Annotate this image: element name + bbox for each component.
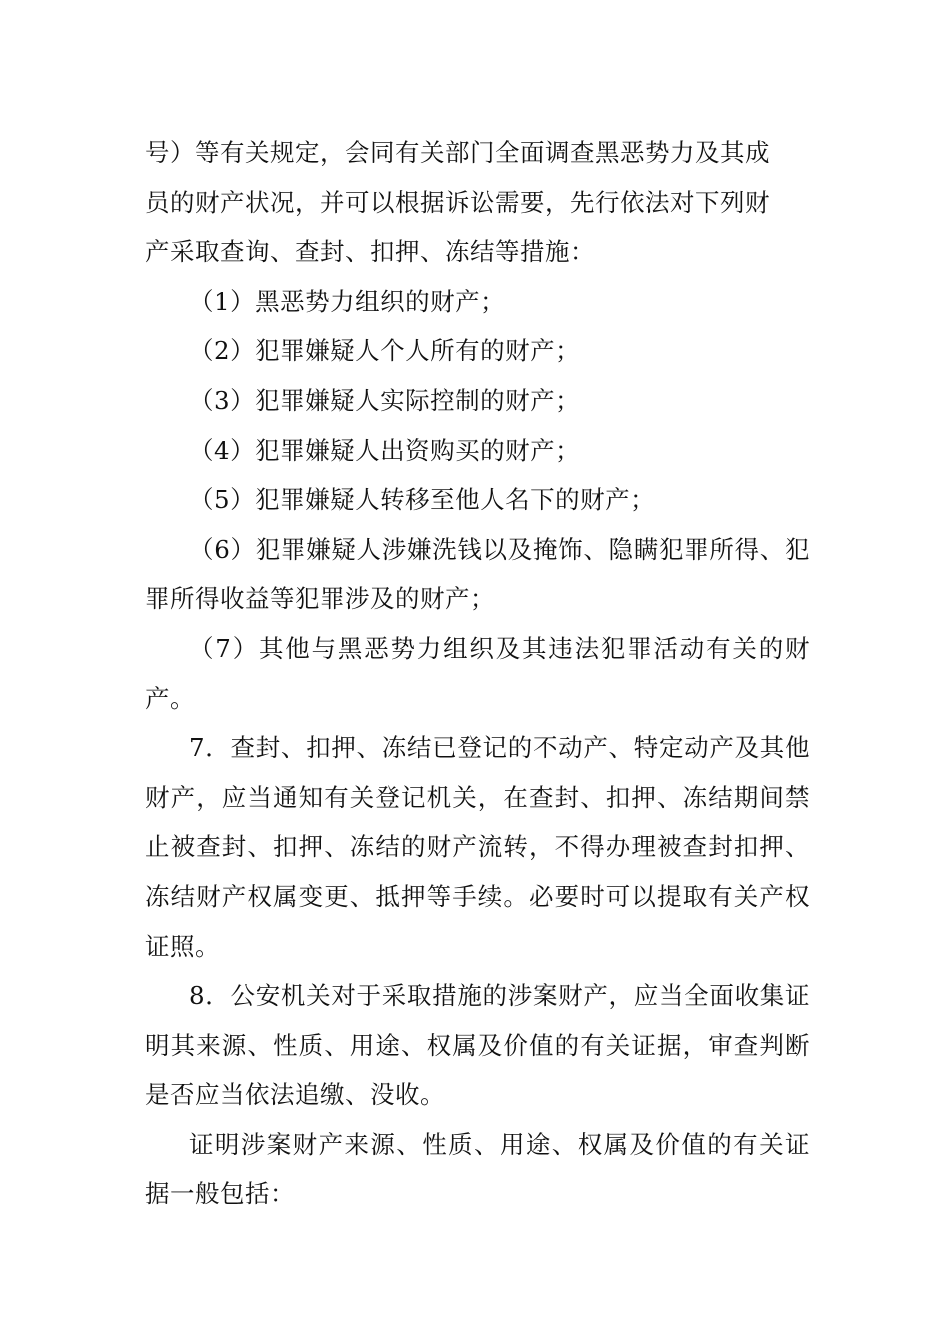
paragraph-evidence-intro: 证明涉案财产来源、性质、用途、权属及价值的有关证据一般包括： bbox=[145, 1129, 810, 1209]
list-item-7: （7）其他与黑恶势力组织及其违法犯罪活动有关的财产。 bbox=[145, 633, 810, 713]
paragraph-7: 7．查封、扣押、冻结已登记的不动产、特定动产及其他财产，应当通知有关登记机关，在查封、扣押、冻结期间禁止被查封、扣押、冻结的财产流转，不得办理被查封扣押、冻结财产权属变更、抵押等手续。必要时可以提取有关产权证照。 bbox=[145, 733, 810, 961]
list-item-1: （1）黑恶势力组织的财产； bbox=[189, 286, 506, 316]
list-item-4: （4）犯罪嫌疑人出资购买的财产； bbox=[189, 435, 581, 465]
intro-line-3: 产采取查询、查封、扣押、冻结等措施： bbox=[145, 237, 595, 267]
list-item-2: （2）犯罪嫌疑人个人所有的财产； bbox=[189, 336, 581, 366]
paragraph-8: 8．公安机关对于采取措施的涉案财产，应当全面收集证明其来源、性质、用途、权属及价值的有关证据，审查判断是否应当依法追缴、没收。 bbox=[145, 981, 810, 1110]
list-item-6: （6）犯罪嫌疑人涉嫌洗钱以及掩饰、隐瞒犯罪所得、犯罪所得收益等犯罪涉及的财产； bbox=[145, 534, 810, 614]
intro-paragraph bbox=[145, 128, 810, 277]
list-item-5: （5）犯罪嫌疑人转移至他人名下的财产； bbox=[189, 485, 656, 515]
list-item-3: （3）犯罪嫌疑人实际控制的财产； bbox=[189, 385, 581, 415]
intro-line-2: 员的财产状况，并可以根据诉讼需要，先行依法对下列财 bbox=[145, 187, 770, 217]
document-body bbox=[145, 128, 810, 1219]
intro-line-1: 号）等有关规定，会同有关部门全面调查黑恶势力及其成 bbox=[145, 138, 770, 167]
